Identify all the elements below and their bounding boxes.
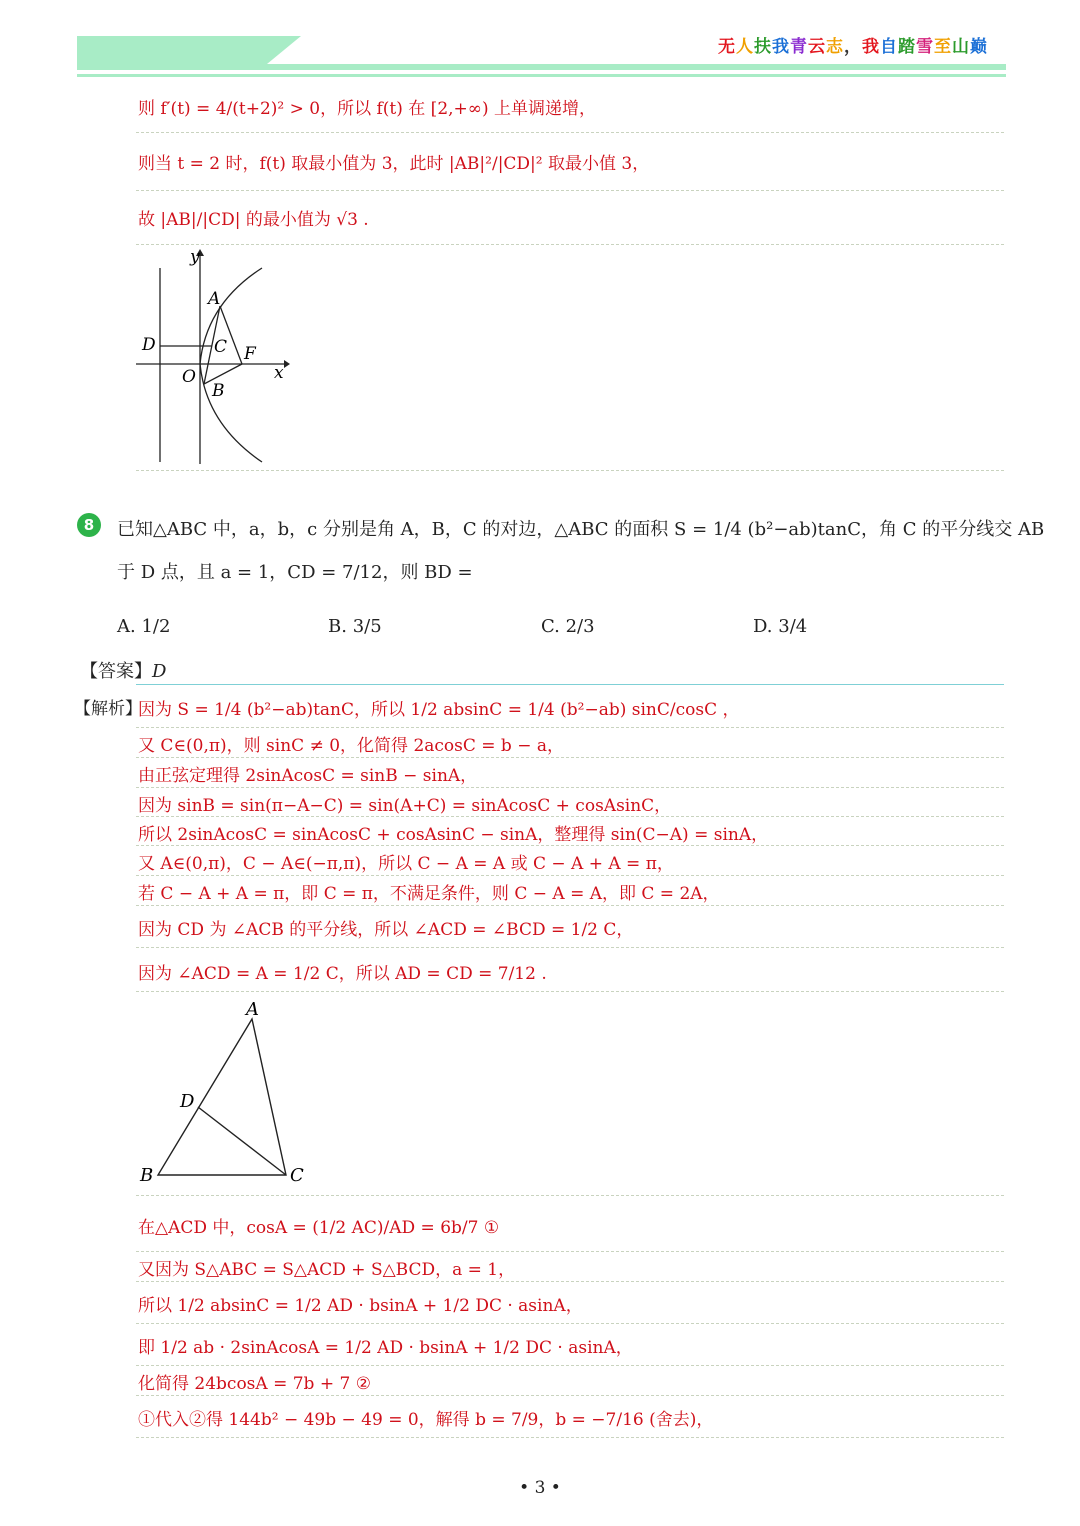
analysis-row — [136, 816, 1004, 846]
option-letter: B. — [328, 616, 347, 637]
slogan-char: 山 — [952, 37, 970, 57]
slogan-char: 志 — [826, 37, 844, 57]
option-a — [117, 616, 170, 637]
analysis-row — [136, 947, 1004, 992]
analysis-text: 又 A∈(0,π)，C − A∈(−π,π)，所以 C − A = A 或 C − A + A = π， — [138, 854, 674, 874]
analysis-row — [136, 685, 1004, 728]
analysis-text: 所以 1/2 absinC = 1/2 AD · bsinA + 1/2 DC · asinA， — [138, 1296, 583, 1316]
slogan-char: 我 — [862, 37, 880, 57]
analysis-text: 所以 2sinAcosC = sinAcosC + cosAsinC − sinA，整理得 sin(C−A) = sinA， — [138, 825, 769, 845]
slogan-char: 人 — [736, 37, 754, 57]
label-A: A — [246, 999, 259, 1020]
x-axis-arrow — [284, 360, 290, 368]
analysis-row — [136, 1281, 1004, 1324]
option-value: 3/5 — [352, 616, 382, 637]
solution-row — [136, 190, 1004, 245]
option-value: 1/2 — [141, 616, 171, 637]
analysis-text: 又 C∈(0,π)，则 sinC ≠ 0，化简得 2acosC = b − a， — [138, 736, 565, 756]
header-rule-thick — [77, 64, 1006, 70]
analysis-row — [136, 845, 1004, 876]
analysis-row — [136, 1323, 1004, 1366]
analysis-text: ①代入②得 144b² − 49b − 49 = 0，解得 b = 7/9，b = −7/16 (舍去)， — [138, 1410, 714, 1430]
solution-text: 则当 t = 2 时，f(t) 取最小值为 3，此时 |AB|²/|CD|² 取最小值 3， — [138, 154, 650, 174]
option-letter: A. — [117, 616, 136, 637]
solution-row — [136, 82, 1004, 133]
label-D: D — [142, 335, 156, 355]
label-D: D — [180, 1091, 195, 1112]
analysis-row — [136, 757, 1004, 788]
slogan-char: 云 — [808, 37, 826, 57]
analysis-row — [136, 1195, 1004, 1252]
option-value: 3/4 — [778, 616, 808, 637]
label-B: B — [140, 1165, 154, 1186]
analysis-text: 又因为 S△ABC = S△ACD + S△BCD，a = 1， — [138, 1260, 516, 1280]
solution-row — [136, 132, 1004, 191]
slogan-char: 雪 — [916, 37, 934, 57]
option-letter: D. — [753, 616, 773, 637]
analysis-text: 在△ACD 中，cosA = (1/2 AC)/AD = 6b/7 ① — [138, 1218, 500, 1238]
slogan-char: ， — [844, 37, 862, 57]
analysis-text: 因为 sinB = sin(π−A−C) = sin(A+C) = sinAcosC + cosAsinC， — [138, 796, 672, 816]
slogan-char: 青 — [790, 37, 808, 57]
label-C: C — [290, 1165, 304, 1186]
option-d — [753, 616, 807, 637]
analysis-row — [136, 875, 1004, 906]
triangle-ABC — [158, 1019, 286, 1175]
answer — [80, 657, 166, 683]
question-number-badge: 8 — [77, 513, 101, 537]
analysis-text: 因为 S = 1/4 (b²−ab)tanC，所以 1/2 absinC = 1/4 (b²−ab) sinC/cosC ， — [138, 700, 740, 720]
slogan-char: 扶 — [754, 37, 772, 57]
label-x: x — [274, 363, 284, 383]
label-A: A — [208, 289, 221, 309]
header-band-corner — [267, 36, 301, 64]
slogan-char: 至 — [934, 37, 952, 57]
analysis-row — [136, 727, 1004, 758]
analysis-label: 【解析】 — [74, 699, 142, 719]
answer-label: 【答案】 — [80, 661, 152, 682]
solution-text: 则 f′(t) = 4/(t+2)² > 0，所以 f(t) 在 [2,+∞) 上单调递增， — [138, 99, 596, 119]
label-F: F — [244, 344, 256, 364]
label-B: B — [212, 381, 225, 401]
label-y: y — [190, 247, 200, 267]
header-rule-thin — [77, 74, 1006, 77]
slogan-char: 自 — [880, 37, 898, 57]
analysis-row — [136, 1395, 1004, 1438]
option-letter: C. — [541, 616, 560, 637]
analysis-text: 因为 ∠ACD = A = 1/2 C，所以 AD = CD = 7/12 . — [138, 964, 547, 984]
analysis-text: 即 1/2 ab · 2sinAcosA = 1/2 AD · bsinA + 1/2 DC · asinA， — [138, 1338, 633, 1358]
slogan-char: 我 — [772, 37, 790, 57]
problem-stem-line1: 已知△ABC 中，a，b，c 分别是角 A，B，C 的对边，△ABC 的面积 S = 1/4 (b²−ab)tanC，角 C 的平分线交 AB — [117, 519, 1045, 540]
solution-text: 故 |AB|/|CD| 的最小值为 √3 . — [138, 210, 369, 230]
slogan-char: 踏 — [898, 37, 916, 57]
label-O: O — [182, 367, 196, 387]
parabola-figure — [136, 244, 306, 470]
analysis-text: 由正弦定理得 2sinAcosC = sinB − sinA， — [138, 766, 478, 786]
analysis-text: 若 C − A + A = π，即 C = π，不满足条件，则 C − A = A，即 C = 2A， — [138, 884, 720, 904]
option-c — [541, 616, 595, 637]
analysis-row — [136, 905, 1004, 948]
triangle-figure — [136, 991, 336, 1195]
analysis-row — [136, 1365, 1004, 1396]
analysis-row — [136, 1251, 1004, 1282]
problem-stem-line2: 于 D 点，且 a = 1，CD = 7/12，则 BD = — [117, 562, 473, 583]
analysis-text: 化简得 24bcosA = 7b + 7 ② — [138, 1374, 371, 1394]
option-value: 2/3 — [565, 616, 595, 637]
slogan-char: 巅 — [970, 37, 988, 57]
page-number: • 3 • — [519, 1478, 561, 1498]
option-b — [328, 616, 382, 637]
answer-value: D — [152, 661, 167, 682]
analysis-row — [136, 787, 1004, 817]
slogan-char: 无 — [718, 37, 736, 57]
header-band — [77, 36, 267, 64]
label-C: C — [214, 337, 228, 357]
analysis-text: 因为 CD 为 ∠ACB 的平分线，所以 ∠ACD = ∠BCD = 1/2 C， — [138, 920, 634, 940]
header-slogan — [718, 32, 988, 57]
